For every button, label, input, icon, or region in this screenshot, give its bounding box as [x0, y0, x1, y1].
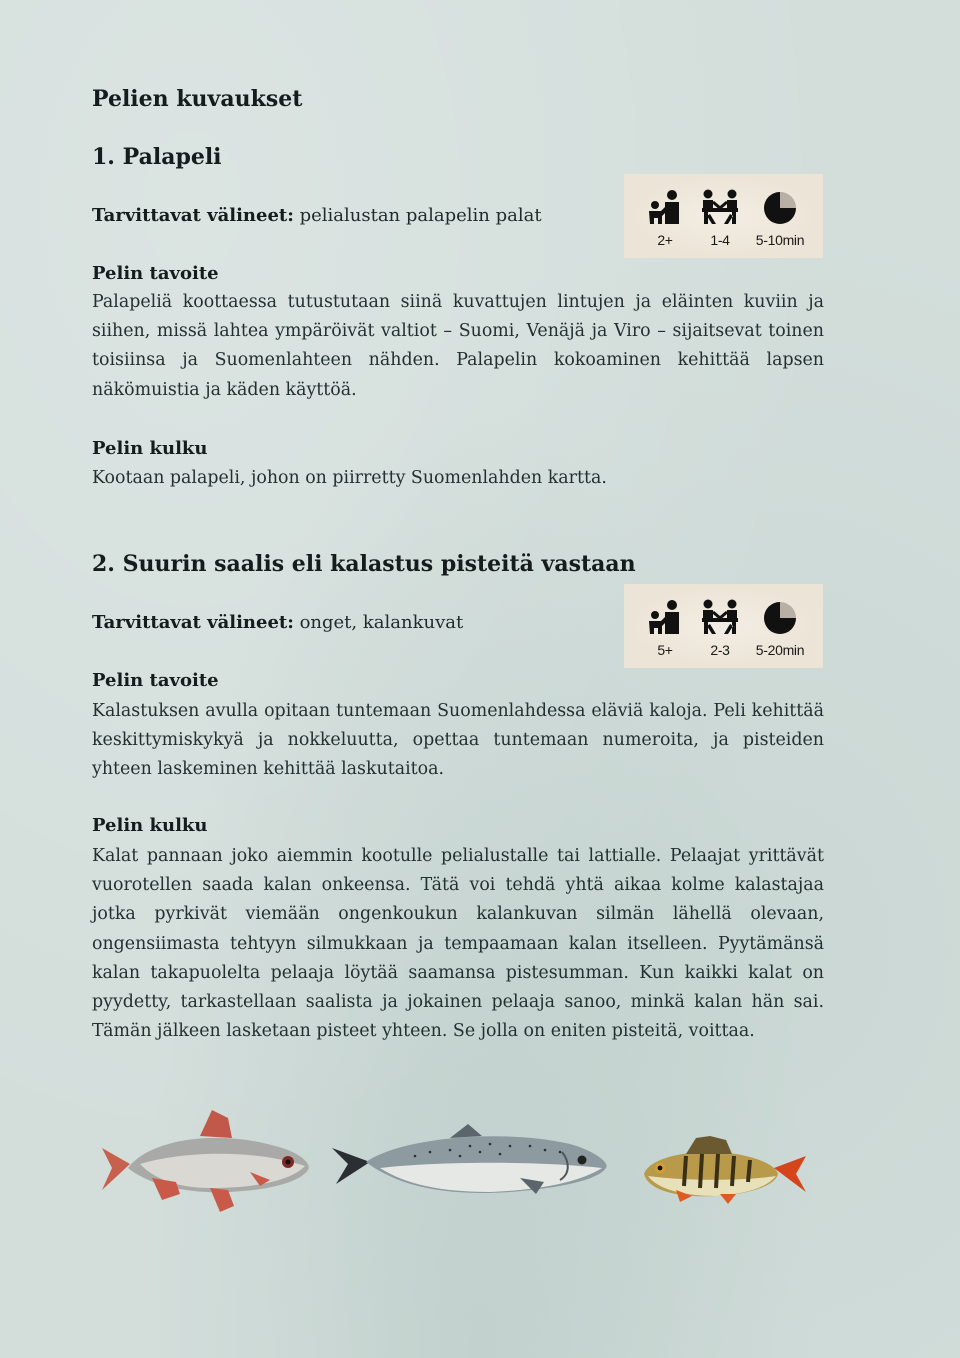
players-label: 2-3: [710, 642, 730, 658]
clock-icon: [760, 188, 800, 228]
game-1-info-badge: [624, 174, 823, 258]
game-1-title: 1. Palapeli: [92, 144, 222, 170]
game-1-flow-text: Kootaan palapeli, johon on piirretty Suomenlahden kartta.: [92, 468, 607, 488]
game-1-goal-heading: Pelin tavoite: [92, 263, 219, 284]
salmon-illustration: [330, 1122, 615, 1200]
players-icon: [700, 598, 740, 638]
players-icon: [700, 188, 740, 228]
game-2-goal-text: Kalastuksen avulla opitaan tuntemaan Suomenlahdessa eläviä kaloja. Peli kehittää keskittymiskykyä ja nokkeluutta, opettaa tuntemaan numeroita, ja pisteiden yhteen laskeminen kehittää laskutaitoa.: [92, 701, 824, 780]
clock-icon: [760, 598, 800, 638]
game-1-flow-heading: Pelin kulku: [92, 438, 208, 459]
equipment-label: Tarvittavat välineet:: [92, 612, 294, 633]
game-2-flow-text: Kalat pannaan joko aiemmin kootulle pelialustalle tai lattialle. Pelaajat yrittävät vuorotellen saada kalan onkeensa. Tätä voi tehdä yhtä aikaa kolme kalastajaa jotka pyrkivät viemään ongenkoukun kalankuvan silmän lähellä olevaan, ongensiimasta tehtyyn silmukkaan ja tempaamaan kalan itselleen. Pyytämänsä kalan takapuolelta pelaaja löytää saamansa pistesumman. Kun kaikki kalat on pyydetty, tarkastellaan saalista ja jokainen pelaaja sanoo, minkä kalan hän sai. Tämän jälkeen lasketaan pisteet yhteen. Se jolla on eniten pisteitä, voittaa.: [92, 846, 824, 1042]
age-label: 5+: [657, 642, 673, 658]
equipment-value: pelialustan palapelin palat: [293, 205, 542, 226]
age-label: 2+: [657, 232, 673, 248]
equipment-value: onget, kalankuvat: [293, 612, 464, 633]
time-label: 5-20min: [755, 642, 805, 658]
players-label: 1-4: [710, 232, 730, 248]
game-2-title: 2. Suurin saalis eli kalastus pisteitä vastaan: [92, 551, 636, 577]
game-2-flow-heading: Pelin kulku: [92, 815, 208, 836]
perch-illustration: [636, 1134, 808, 1206]
age-icon: [644, 598, 684, 638]
time-label: 5-10min: [755, 232, 805, 248]
roach-illustration: [100, 1108, 315, 1216]
game-1-goal-text: Palapeliä koottaessa tutustutaan siinä kuvattujen lintujen ja eläinten kuviin ja siihen, missä lahtea ympäröivät valtiot – Suomi, Venäjä ja Viro – sijaitsevat toinen toisiinsa ja Suomenlahteen nähden. Palapelin kokoaminen kehittää lapsen näkömuistia ja käden käyttöä.: [92, 292, 824, 400]
game-2-info-badge: [624, 584, 823, 668]
page-heading: Pelien kuvaukset: [92, 86, 303, 112]
game-2-goal-heading: Pelin tavoite: [92, 670, 219, 691]
age-icon: [644, 188, 684, 228]
equipment-label: Tarvittavat välineet:: [92, 205, 294, 226]
game-1-equipment: [92, 205, 542, 226]
game-2-equipment: [92, 612, 463, 633]
